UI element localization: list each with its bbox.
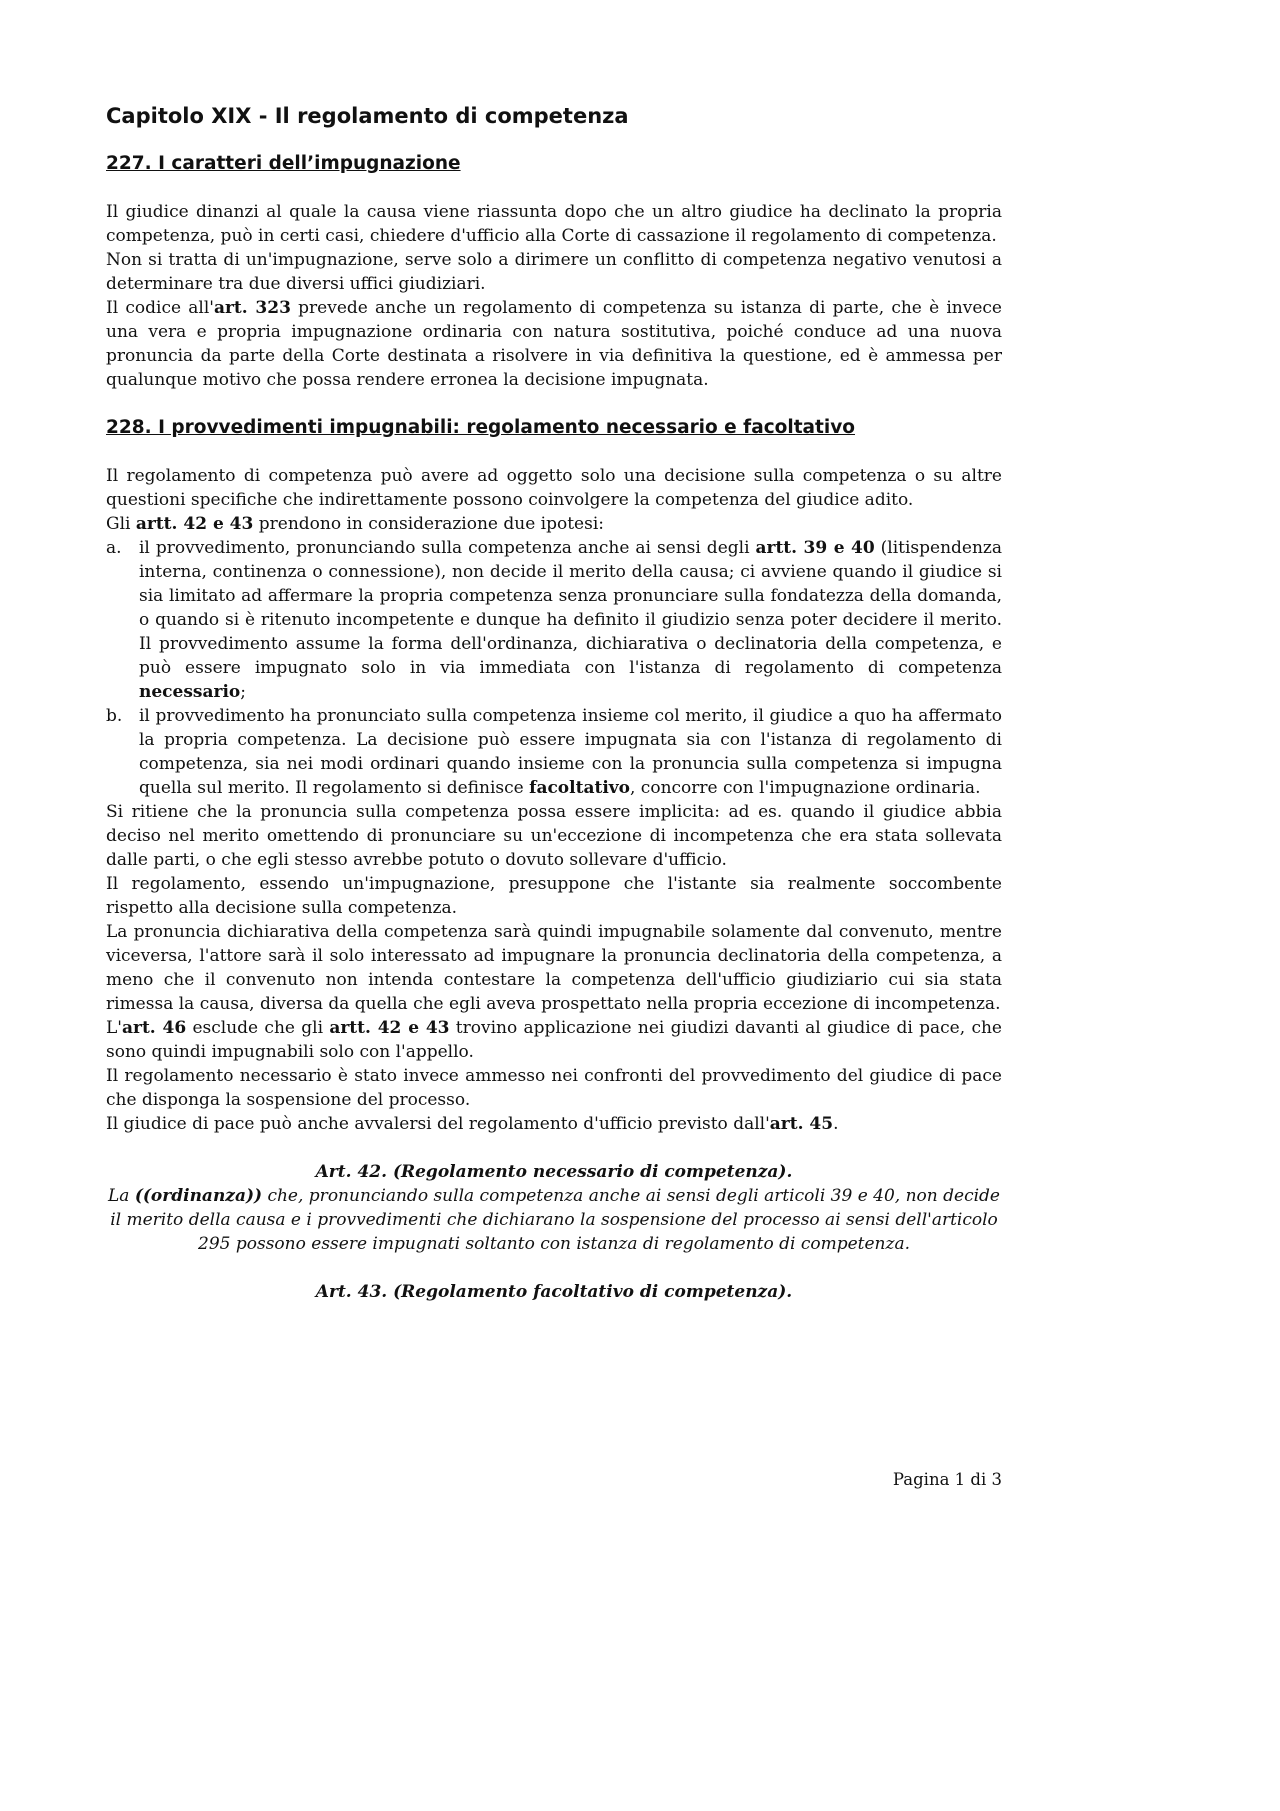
section-227-paragraph-1: Il giudice dinanzi al quale la causa viene riassunta dopo che un altro giudice ha declinato la propria competenza, può in certi casi, chiedere d'ufficio alla Corte di cassazione il regolamento di competenza. [106, 202, 1002, 246]
text-fragment: trovino applicazione nei giudizi davanti al giudice di pace, che sono quindi impugnabili solo con l'appello. [106, 1018, 1002, 1062]
article-42-block [106, 1160, 1002, 1256]
article-43-block [106, 1280, 1002, 1304]
section-227-paragraph-2: Non si tratta di un'impugnazione, serve solo a dirimere un conflitto di competenza negativo venutosi a determinare tra due diversi uffici giudiziari. [106, 250, 1002, 294]
section-228-paragraph-5: La pronuncia dichiarativa della competenza sarà quindi impugnabile solamente dal convenuto, mentre viceversa, l'attore sarà il solo interessato ad impugnare la pronuncia declinatoria della competenza, a meno che il convenuto non intenda contestare la competenza dell'ufficio giudiziario cui sia stata rimessa la causa, diversa da quella che egli aveva prospettato nella propria eccezione di incompetenza. [106, 922, 1002, 1014]
text-fragment: che, pronunciando sulla competenza anche ai sensi degli articoli 39 e 40, non decide il merito della causa e i provvedimenti che dichiarano la sospensione del processo ai sensi dell'articolo 295 possono essere impugnati soltanto con istanza di regolamento di competenza. [110, 1186, 1000, 1254]
section-228 [106, 416, 1002, 1136]
text-fragment: prendono in considerazione due ipotesi: [253, 514, 605, 534]
section-228-paragraph-6 [106, 1016, 1002, 1064]
section-228-paragraph-2 [106, 512, 1002, 536]
text-fragment: Gli [106, 514, 136, 534]
emphasis-term: facoltativo [529, 778, 630, 798]
emphasis-term: necessario [139, 682, 241, 702]
list-item-b [106, 704, 1002, 800]
article-reference: artt. 42 e 43 [135, 514, 254, 534]
article-reference: art. 46 [121, 1018, 187, 1038]
text-fragment: esclude che gli [186, 1018, 330, 1038]
page-number: Pagina 1 di 3 [892, 1470, 1002, 1489]
text-fragment: il provvedimento ha pronunciato sulla competenza insieme col merito, il giudice a quo ha affermato la propria competenza. La decisione può essere impugnata sia con l'istanza di regolamento di competenza, sia nei modi ordinari quando insieme con la pronuncia sulla competenza si impugna quella sul merito. Il regolamento si definisce [139, 706, 1002, 798]
section-227 [106, 152, 1002, 392]
article-reference: art. 323 [213, 298, 291, 318]
section-228-paragraph-8 [106, 1112, 1002, 1136]
chapter-title: Capitolo XIX - Il regolamento di competenza [106, 104, 629, 128]
section-228-paragraph-7: Il regolamento necessario è stato invece ammesso nei confronti del provvedimento del giudice di pace che disponga la sospensione del processo. [106, 1066, 1002, 1110]
section-228-paragraph-3: Si ritiene che la pronuncia sulla competenza possa essere implicita: ad es. quando il giudice abbia deciso nel merito omettendo di pronunciare su un'eccezione di incompetenza che era stata sollevata dalle parti, o che egli stesso avrebbe potuto o dovuto sollevare d'ufficio. [106, 802, 1002, 870]
section-228-paragraph-1: Il regolamento di competenza può avere ad oggetto solo una decisione sulla competenza o su altre questioni specifiche che indirettamente possono coinvolgere la competenza del giudice adito. [106, 466, 1002, 510]
list-marker: a. [106, 538, 122, 558]
list-item-a [106, 536, 1002, 704]
text-fragment: Il codice all' [106, 298, 214, 318]
list-marker: b. [106, 706, 123, 726]
text-fragment: La [108, 1186, 135, 1206]
article-43-title: Art. 43. (Regolamento facoltativo di competenza). [315, 1282, 793, 1302]
article-42-title: Art. 42. (Regolamento necessario di competenza). [315, 1162, 793, 1182]
hypotheses-list [106, 536, 1002, 800]
text-fragment: prevede anche un regolamento di competenza su istanza di parte, che è invece una vera e propria impugnazione ordinaria con natura sostitutiva, poiché conduce ad una nuova pronuncia da parte della Corte destinata a risolvere in via definitiva la questione, ed è ammessa per qualunque motivo che possa rendere erronea la decisione impugnata. [106, 298, 1002, 390]
section-228-paragraph-4: Il regolamento, essendo un'impugnazione, presuppone che l'istante sia realmente soccombente rispetto alla decisione sulla competenza. [106, 874, 1002, 918]
section-227-paragraph-3 [106, 296, 1002, 392]
text-fragment: ; [240, 682, 246, 702]
text-fragment: . [833, 1114, 839, 1134]
section-227-heading: 227. I caratteri dell’impugnazione [106, 153, 461, 174]
article-reference: artt. 39 e 40 [755, 538, 875, 558]
article-reference: art. 45 [769, 1114, 834, 1134]
article-42-text [106, 1184, 1002, 1256]
text-fragment: il provvedimento, pronunciando sulla competenza anche ai sensi degli [139, 538, 756, 558]
text-fragment: L' [106, 1018, 122, 1038]
emphasis-term: ((ordinanza)) [134, 1186, 263, 1206]
article-reference: artt. 42 e 43 [329, 1018, 450, 1038]
text-fragment: (litispendenza interna, continenza o connessione), non decide il merito della causa; ci avviene quando il giudice si sia limitato ad affermare la propria competenza senza pronunciare sulla fondatezza della domanda, o quando si è ritenuto incompetente e dunque ha definito il giudizio senza poter decidere il merito. Il provvedimento assume la forma dell'ordinanza, dichiarativa o declinatoria della competenza, e può essere impugnato solo in via immediata con l'istanza di regolamento di competenza [139, 538, 1003, 678]
text-fragment: , concorre con l'impugnazione ordinaria. [630, 778, 981, 798]
section-228-heading: 228. I provvedimenti impugnabili: regolamento necessario e facoltativo [106, 417, 855, 438]
text-fragment: Il giudice di pace può anche avvalersi del regolamento d'ufficio previsto dall' [106, 1114, 770, 1134]
